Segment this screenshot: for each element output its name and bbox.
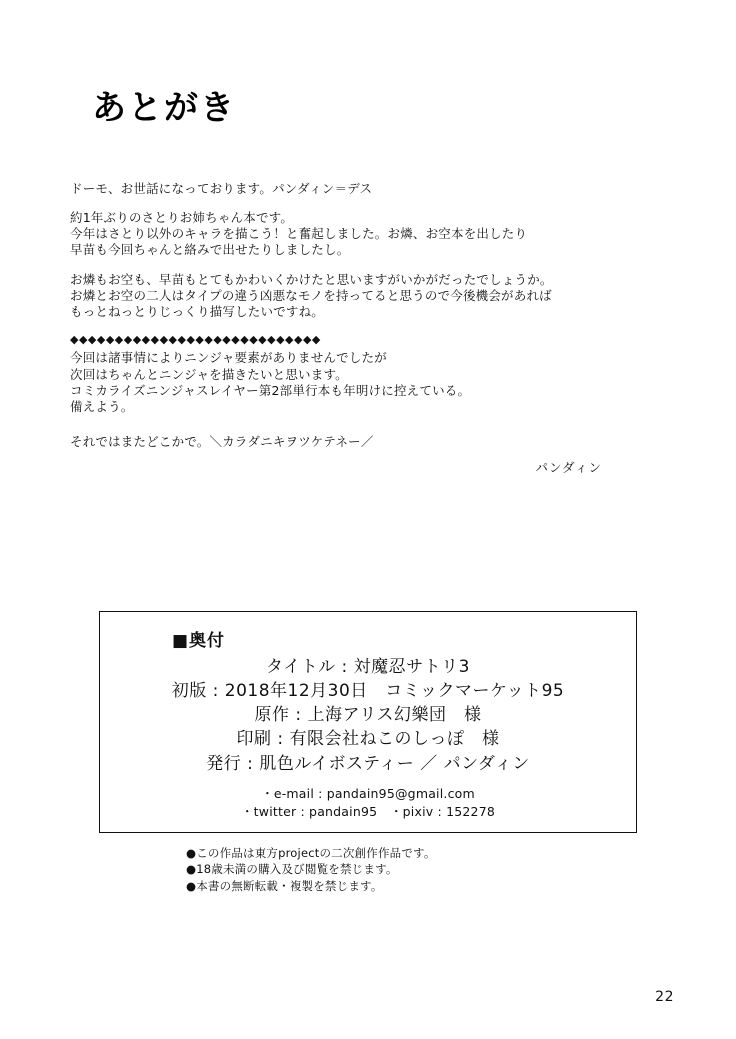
- afterword-body: [70, 182, 630, 481]
- text-line: ドーモ、お世話になっております。パンダィン＝デス: [70, 181, 373, 196]
- text-line: お燐とお空の二人はタイプの違う凶悪なモノを持ってると思うので今後機会があれば: [70, 287, 552, 303]
- page-title: あとがき: [92, 88, 236, 128]
- legal-notes: [186, 845, 436, 894]
- paragraph: [70, 334, 630, 413]
- text-line: 次回はちゃんとニンジャを描きたいと思います。: [70, 366, 348, 382]
- text-line: お燐もお空も、早苗もとてもかわいくかけたと思いますがいかがだったでしょうか。: [70, 271, 553, 287]
- paragraph: [70, 211, 630, 256]
- note-age-restriction: ●18歳未満の購入及び閲覧を禁じます。: [186, 862, 398, 877]
- author-signature: パンダィン: [535, 459, 602, 475]
- closing-block: [70, 435, 630, 481]
- colophon-edition-line: 初版 : 2018年12月30日 コミックマーケット95: [171, 681, 565, 702]
- colophon-title-line: タイトル : 対魔忍サトリ3: [265, 657, 470, 677]
- paragraph: [70, 273, 630, 318]
- text-line: 早苗も今回ちゃんと絡みで出せたりしましたし。: [70, 242, 350, 258]
- contact-social: ・twitter : pandain95 ・pixiv : 152278: [240, 804, 496, 820]
- closing-line: それではまたどこかで。＼カラダニキヲツケテネー／: [70, 433, 374, 449]
- text-line: 備えよう。: [70, 398, 134, 414]
- note-derivative-work: ●この作品は東方projectの二次創作作品です。: [186, 846, 436, 860]
- paragraph: [70, 182, 630, 195]
- colophon-original-work-line: 原作 : 上海アリス幻樂団 様: [254, 705, 482, 726]
- colophon-publisher-line: 発行 : 肌色ルイボスティー ／ パンダィン: [206, 753, 530, 774]
- text-line: コミカライズニンジャスレイヤー第2部単行本も年明けに控えている。: [70, 382, 471, 398]
- diamond-divider: ◆◆◆◆◆◆◆◆◆◆◆◆◆◆◆◆◆◆◆◆◆◆◆◆◆◆◆◆: [70, 332, 321, 346]
- contact-email: ・e-mail : pandain95@gmail.com: [261, 785, 475, 801]
- text-line: もっとねっとりじっくり描写したいですね。: [70, 303, 325, 319]
- colophon-heading: ■奥付: [172, 631, 226, 651]
- note-no-reproduction: ●本書の無断転載・複製を禁じます。: [186, 878, 383, 893]
- text-line: 今年はさとり以外のキャラを描こう！と奮起しました。お燐、お空本を出したり: [70, 226, 528, 242]
- colophon-printer-line: 印刷 : 有限会社ねこのしっぽ 様: [236, 729, 500, 750]
- page-number: 22: [655, 989, 674, 1005]
- colophon-box: [99, 611, 637, 833]
- text-line: 今回は諸事情によりニンジャ要素がありませんでしたが: [70, 350, 387, 366]
- text-line: 約1年ぶりのさとりお姉ちゃん本です。: [70, 210, 294, 226]
- colophon-contacts: [100, 785, 636, 823]
